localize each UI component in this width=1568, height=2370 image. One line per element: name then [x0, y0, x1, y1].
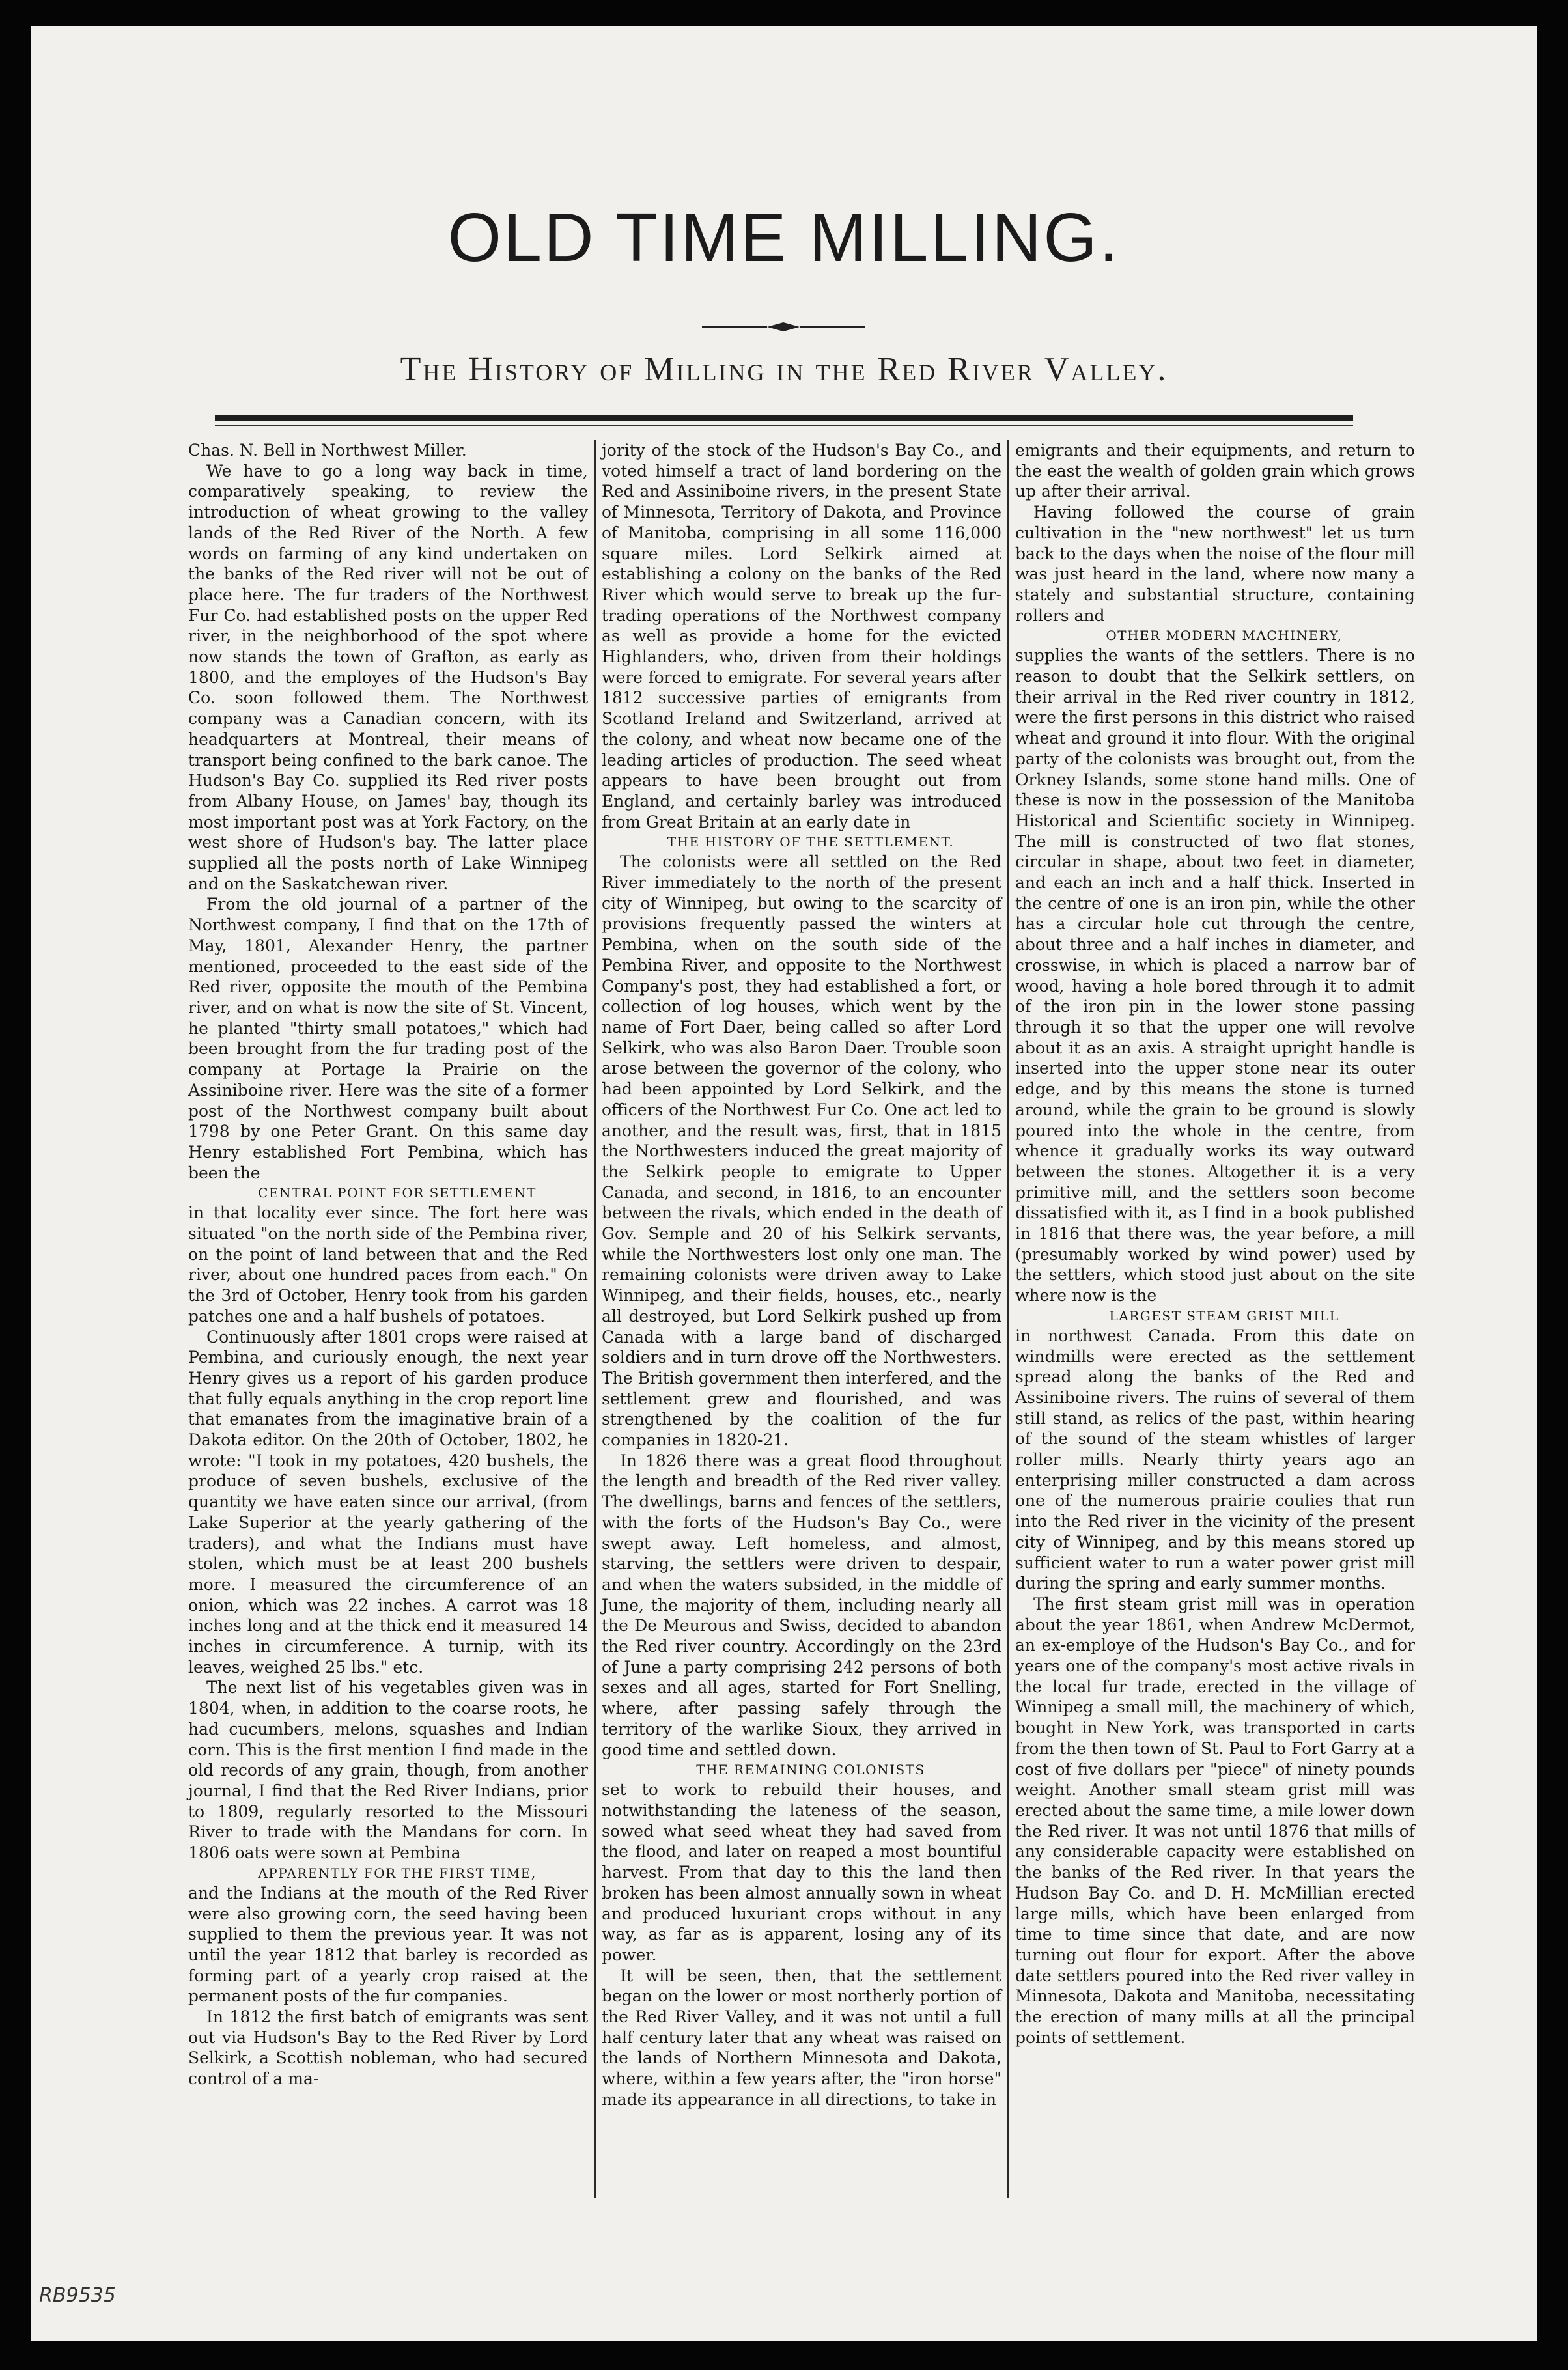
- header-rule: [215, 415, 1353, 421]
- ornament-divider: [702, 320, 865, 333]
- paragraph: The next list of his vegetables given was in 1804, when, in addition to the coarse roots, he had cucumbers, melons, squashes and Indian corn. This is the first mention I find made in the old records of any grain, though, from another journal, I find that the Red River Indians, prior to 1809, regularly resorted to the Missouri River to trade with the Mandans for corn. In 1806 oats were sown at Pembina: [188, 1678, 588, 1863]
- paragraph: We have to go a long way back in time, comparatively speaking, to review the introduction of wheat growing to the valley lands of the Red River of the North. A few words on farming of any kind undertaken on the banks of the Red river will not be out of place here. The fur traders of the Northwest Fur Co. had established posts on the upper Red river, in the neighborhood of the spot where now stands the town of Grafton, as early as 1800, and the employes of the Hudson's Bay Co. soon followed them. The Northwest company was a Canadian concern, with its headquarters at Montreal, their means of transport being confined to the bark canoe. The Hudson's Bay Co. supplied its Red river posts from Albany House, on James' bay, though its most important post was at York Factory, on the west shore of Hudson's bay. The latter place supplied all the posts north of Lake Winnipeg and on the Saskatchewan river.: [188, 461, 588, 893]
- paragraph: supplies the wants of the settlers. There is no reason to doubt that the Selkirk settlers, on their arrival in the Red river country in 1812, were the first persons in this district who raised wheat and ground it into flour. With the original party of the colonists was brought out, from the Orkney Islands, some stone hand mills. One of these is now in the possession of the Manitoba Historical and Scientific society in Winnipeg. The mill is constructed of two flat stones, circular in shape, about two feet in diameter, and each an inch and a half thick. Inserted in the centre of one is an iron pin, while the other has a circular hole cut through the centre, about three and a half inches in diameter, and crosswise, in which is placed a narrow bar of wood, having a hole bored through it to admit of the iron pin in the lower stone passing through it so that the upper one will revolve about it as an axis. A straight upright handle is inserted into the upper stone near its outer edge, and by this means the stone is turned around, while the grain to be ground is slowly poured into the whole in the centre, from whence it gradually works its way outward between the stones. Altogether it is a very primitive mill, and the settlers soon become dissatisfied with it, as I find in a book published in 1816 that there was, the year before, a mill (presumably worked by wind power) used by the settlers, which stood just about on the site where now is the: [1015, 646, 1415, 1305]
- page-title: OLD TIME MILLING.: [447, 199, 1121, 276]
- paragraph: jority of the stock of the Hudson's Bay Co., and voted himself a tract of land bordering on the Red and Assiniboine rivers, in the present State of Minnesota, Territory of Dakota, and Province of Manitoba, comprising in all some 116,000 square miles. Lord Selkirk aimed at establishing a colony on the banks of the Red River which would serve to break up the fur-trading operations of the Northwest company as well as provide a home for the evicted Highlanders, who, driven from their holdings were forced to emigrate. For several years after 1812 successive parties of emigrants from Scotland Ireland and Switzerland, arrived at the colony, and wheat now became one of the leading articles of production. The seed wheat appears to have been brought out from England, and certainly barley was introduced from Great Britain at an early date in: [602, 441, 1001, 831]
- column-2: [596, 440, 1007, 2198]
- paragraph: Having followed the course of grain cultivation in the "new northwest" let us turn back to the days when the noise of the flour mill was just heard in the land, where now many a stately and substantial structure, containing rollers and: [1015, 503, 1415, 625]
- byline: Chas. N. Bell in Northwest Miller.: [188, 441, 467, 460]
- header-rule-thin: [215, 425, 1353, 426]
- subheading: LARGEST STEAM GRIST MILL: [1109, 1307, 1339, 1324]
- subheading: THE HISTORY OF THE SETTLEMENT.: [667, 834, 955, 850]
- paragraph: From the old journal of a partner of the Northwest company, I find that on the 17th of May, 1801, Alexander Henry, the partner mentioned, proceeded to the east side of the Red river, opposite the mouth of the Pembina river, and on what is now the site of St. Vincent, he planted "thirty small potatoes," which had been brought from the fur trading post of the company at Portage la Prairie on the Assiniboine river. Here was the site of a former post of the Northwest company built about 1798 by one Peter Grant. On this same day Henry established Fort Pembina, which has been the: [188, 895, 588, 1182]
- paragraph: In 1812 the first batch of emigrants was sent out via Hudson's Bay to the Red River by Lord Selkirk, a Scottish nobleman, who had secured control of a ma-: [188, 2007, 588, 2089]
- paragraph: emigrants and their equipments, and return to the east the wealth of golden grain which grows up after their arrival.: [1015, 441, 1415, 501]
- column-3: [1009, 440, 1421, 2198]
- subheading: APPARENTLY FOR THE FIRST TIME,: [258, 1865, 537, 1881]
- paragraph: In 1826 there was a great flood throughout the length and breadth of the Red river valley. The dwellings, barns and fences of the settlers, with the forts of the Hudson's Bay Co., were swept away. Left homeless, and almost, starving, the settlers were driven to despair, and when the waters subsided, in the middle of June, the majority of them, including nearly all the De Meurous and Swiss, decided to abandon the Red river country. Accordingly on the 23rd of June a party comprising 242 persons of both sexes and all ages, started for Fort Snelling, where, after passing safely through the territory of the warlike Sioux, they arrived in good time and settled down.: [602, 1451, 1001, 1759]
- article-columns: [182, 440, 1449, 2198]
- paragraph: Continuously after 1801 crops were raised at Pembina, and curiously enough, the next year Henry gives us a report of his garden produce that fully equals anything in the crop report line that emanates from the imaginative brain of a Dakota editor. On the 20th of October, 1802, he wrote: "I took in my potatoes, 420 bushels, the produce of seven bushels, exclusive of the quantity we have eaten since our arrival, (from Lake Superior at the yearly gathering of the traders), and what the Indians must have stolen, which must be at least 200 bushels more. I measured the circumference of an onion, which was 22 inches. A carrot was 18 inches long and at the thick end it measured 14 inches in circumference. A turnip, with its leaves, weighed 25 lbs." etc.: [188, 1327, 588, 1677]
- subheading: CENTRAL POINT FOR SETTLEMENT: [258, 1185, 537, 1201]
- page-subtitle: The History of Milling in the Red River Valley.: [400, 351, 1168, 388]
- paragraph: set to work to rebuild their houses, and notwithstanding the lateness of the season, sowed what seed wheat they had saved from the flood, and later on reaped a most bountiful harvest. From that day to this the land then broken has been almost annually sown in wheat and produced luxuriant crops without in any way, as far as is apparent, losing any of its power.: [602, 1780, 1001, 1964]
- paragraph: The colonists were all settled on the Red River immediately to the north of the present city of Winnipeg, but owing to the scarcity of provisions frequently passed the winters at Pembina, when on the south side of the Pembina River, and opposite to the Northwest Company's post, they had established a fort, or collection of log houses, which went by the name of Fort Daer, being called so after Lord Selkirk, who was also Baron Daer. Trouble soon arose between the governor of the colony, who had been appointed by Lord Selkirk, and the officers of the Northwest Fur Co. One act led to another, and the result was, first, that in 1815 the Northwesters induced the great majority of the Selkirk people to emigrate to Upper Canada, and second, in 1816, to an encounter between the rivals, which ended in the death of Gov. Semple and 20 of his Selkirk servants, while the Northwesters lost only one man. The remaining colonists were driven away to Lake Winnipeg, and their fields, houses, etc., nearly all destroyed, but Lord Selkirk pushed up from Canada with a large band of discharged soldiers and in turn drove off the Northwesters. The British government then interfered, and the settlement grew and flourished, and was strengthened by the coalition of the fur companies in 1820-21.: [602, 852, 1001, 1450]
- paragraph: in northwest Canada. From this date on windmills were erected as the settlement spread along the banks of the Red and Assiniboine rivers. The ruins of several of them still stand, as relics of the past, within hearing of the sound of the steam whistles of larger roller mills. Nearly thirty years ago an enterprising miller constructed a dam across one of the numerous prairie coulies that run into the Red river in the vicinity of the present city of Winnipeg, and by this means stored up sufficient water to run a water power grist mill during the spring and early summer months.: [1015, 1326, 1415, 1593]
- subheading: OTHER MODERN MACHINERY,: [1106, 628, 1343, 644]
- paragraph: in that locality ever since. The fort here was situated "on the north side of the Pembina river, on the point of land between that and the Red river, about one hundred paces from each." On the 3rd of October, Henry took from his garden patches one and a half bushels of potatoes.: [188, 1203, 588, 1326]
- catalog-stamp: RB9535: [39, 2284, 116, 2307]
- newspaper-page: [31, 26, 1537, 2341]
- paragraph: and the Indians at the mouth of the Red River were also growing corn, the seed having been supplied to them the previous year. It was not until the year 1812 that barley is recorded as forming part of a yearly crop raised at the permanent posts of the fur companies.: [188, 1883, 588, 2006]
- paragraph: The first steam grist mill was in operation about the year 1861, when Andrew McDermot, an ex-employe of the Hudson's Bay Co., and for years one of the company's most active rivals in the local fur trade, erected in the village of Winnipeg a small mill, the machinery of which, bought in New York, was transported in carts from the then town of St. Paul to Fort Garry at a cost of five dollars per "piece" of ninety pounds weight. Another small steam grist mill was erected about the same time, a mile lower down the Red river. It was not until 1876 that mills of any considerable capacity were established on the banks of the Red river. In that years the Hudson Bay Co. and D. H. McMillian erected large mills, which have been enlarged from time to time since that date, and are now turning out flour for export. After the above date settlers poured into the Red river valley in Minnesota, Dakota and Manitoba, necessitating the erection of many mills at all the principal points of settlement.: [1015, 1594, 1415, 2047]
- paragraph: It will be seen, then, that the settlement began on the lower or most northerly portion of the Red River Valley, and it was not until a full half century later that any wheat was raised on the lands of Northern Minnesota and Dakota, where, within a few years after, the "iron horse" made its appearance in all directions, to take in: [602, 1966, 1001, 2109]
- subheading: THE REMAINING COLONISTS: [696, 1762, 925, 1778]
- column-1: [182, 440, 594, 2198]
